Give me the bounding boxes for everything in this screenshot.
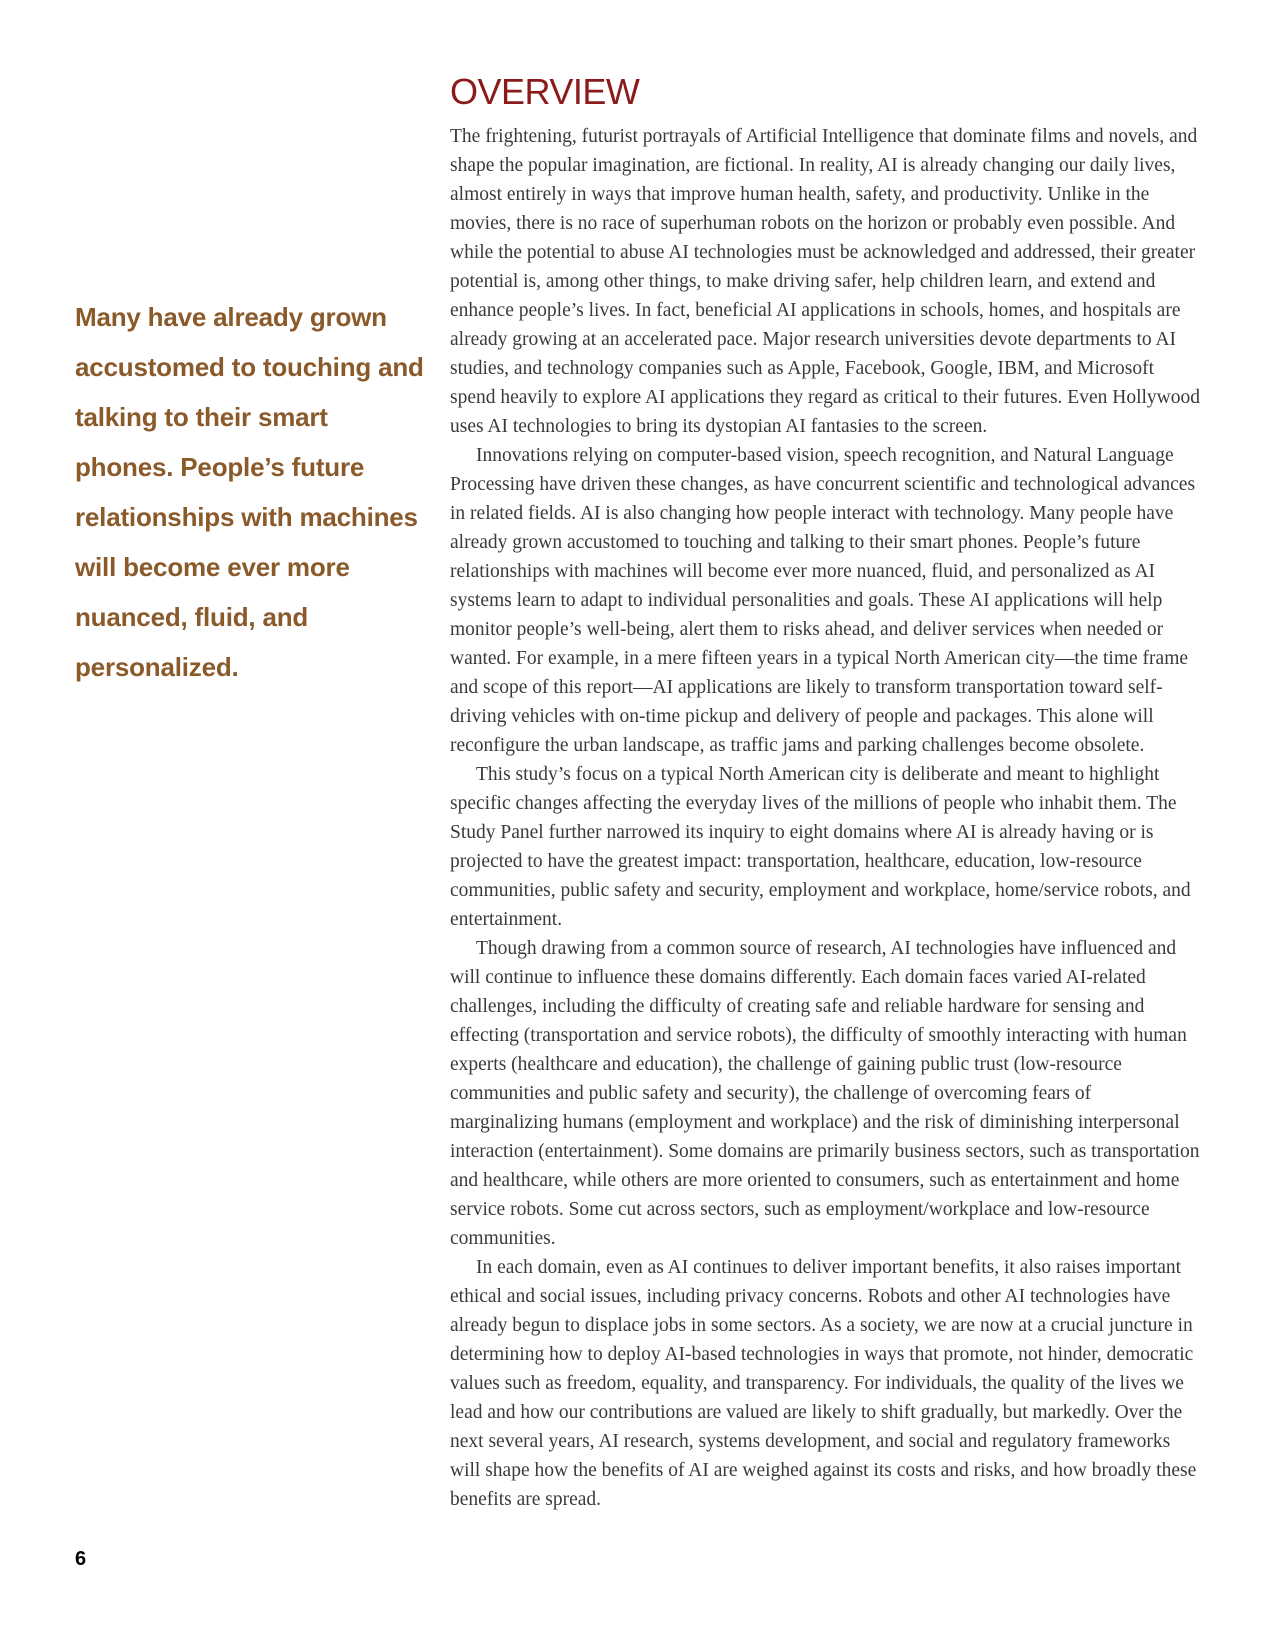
paragraph-3: This study’s focus on a typical North American city is deliberate and meant to highlight specific changes affecting the everyday lives of the millions of people who inhabit them. The Study Panel further narrowed its inquiry to eight domains where AI is already having or is projected to have the greatest impact: transportation, healthcare, education, low-resource communities, public safety and security, employment and workplace, home/service robots, and entertainment. [450, 764, 1191, 930]
paragraph-5: In each domain, even as AI continues to deliver important benefits, it also raises important ethical and social issues, including privacy concerns. Robots and other AI technologies have already begun to displace jobs in some sectors. As a society, we are now at a crucial juncture in determining how to deploy AI-based technologies in ways that promote, not hinder, democratic values such as freedom, equality, and transparency. For individuals, the quality of the lives we lead and how our contributions are valued are likely to shift gradually, but markedly. Over the next several years, AI research, systems development, and social and regulatory frameworks will shape how the benefits of AI are weighed against its costs and risks, and how broadly these benefits are spread. [450, 1257, 1197, 1510]
paragraph-2: Innovations relying on computer-based vision, speech recognition, and Natural Language Processing have driven these changes, as have concurrent scientific and technological advances in related fields. AI is also changing how people interact with technology. Many people have already grown accustomed to touching and talking to their smart phones. People’s future relationships with machines will become ever more nuanced, fluid, and personalized as AI systems learn to adapt to individual personalities and goals. These AI applications will help monitor people’s well-being, alert them to risks ahead, and deliver services when needed or wanted. For example, in a mere fifteen years in a typical North American city—the time frame and scope of this report—AI applications are likely to transform transportation toward self-driving vehicles with on-time pickup and delivery of people and packages. This alone will reconfigure the urban landscape, as traffic jams and parking challenges become obsolete. [450, 445, 1196, 756]
pull-quote: Many have already grown accustomed to touching and talking to their smart phones. People’s future relationships with machines will become ever more nuanced, fluid, and personalized. [75, 302, 424, 682]
paragraph-1: The frightening, futurist portrayals of Artificial Intelligence that dominate films and novels, and shape the popular imagination, are fictional. In reality, AI is already changing our daily lives, almost entirely in ways that improve human health, safety, and productivity. Unlike in the movies, there is no race of superhuman robots on the horizon or probably even possible. And while the potential to abuse AI technologies must be acknowledged and addressed, their greater potential is, among other things, to make driving safer, help children learn, and extend and enhance people’s lives. In fact, beneficial AI applications in schools, homes, and hospitals are already growing at an accelerated pace. Major research universities devote departments to AI studies, and technology companies such as Apple, Facebook, Google, IBM, and Microsoft spend heavily to explore AI applications they regard as critical to their futures. Even Hollywood uses AI technologies to bring its dystopian AI fantasies to the screen. [450, 126, 1200, 437]
paragraph-4: Though drawing from a common source of research, AI technologies have influenced and will continue to influence these domains differently. Each domain faces varied AI-related challenges, including the difficulty of creating safe and reliable hardware for sensing and effecting (transportation and service robots), the difficulty of smoothly interacting with human experts (healthcare and education), the challenge of gaining public trust (low-resource communities and public safety and security), the challenge of overcoming fears of marginalizing humans (employment and workplace) and the risk of diminishing interpersonal interaction (entertainment). Some domains are primarily business sectors, such as transportation and healthcare, while others are more oriented to consumers, such as entertainment and home service robots. Some cut across sectors, such as employment/workplace and low-resource communities. [450, 938, 1200, 1249]
main-column [450, 70, 1200, 1514]
section-title: OVERVIEW [450, 71, 640, 112]
page-number: 6 [75, 1548, 87, 1570]
